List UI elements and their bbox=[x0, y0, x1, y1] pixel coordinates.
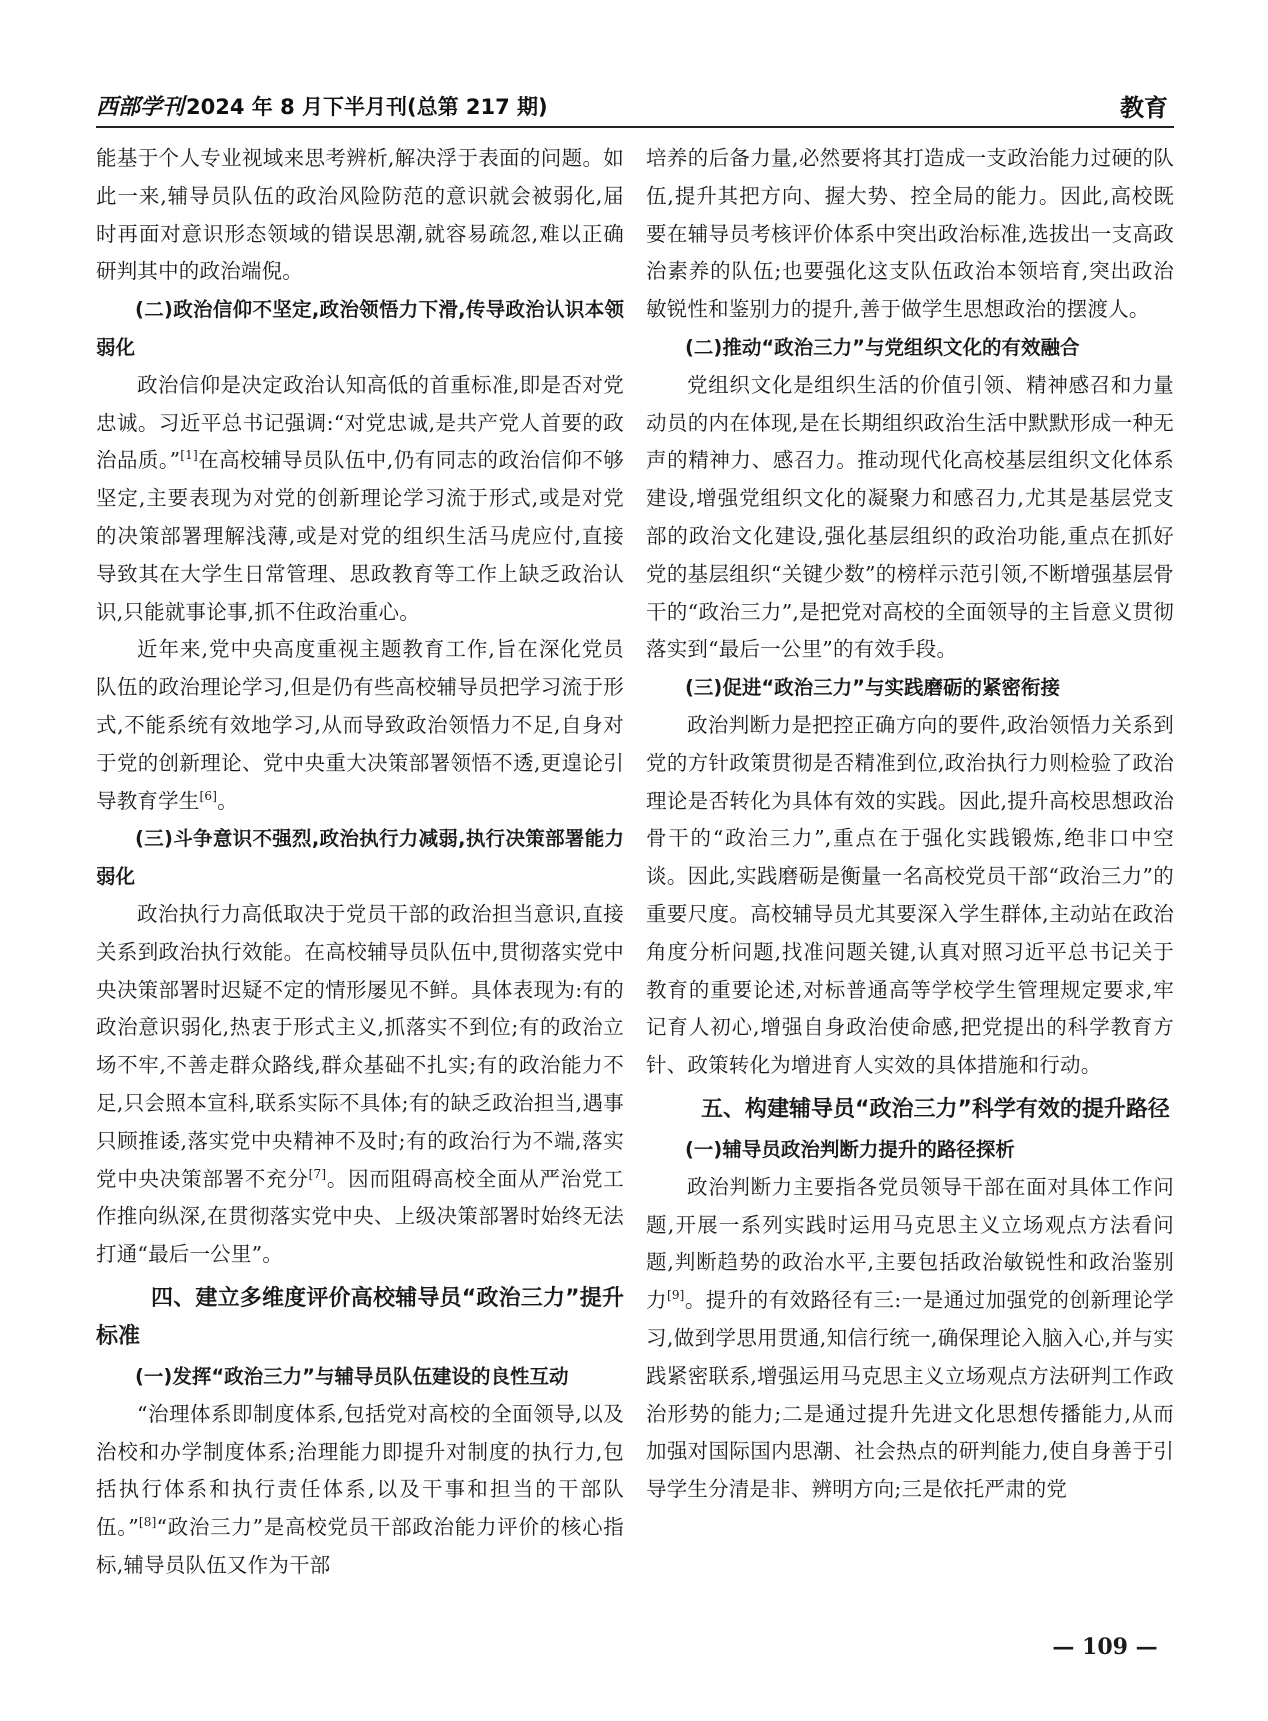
paragraph: 培养的后备力量,必然要将其打造成一支政治能力过硬的队伍,提升其把方向、握大势、控全局的能力。因此,高校既要在辅导员考核评价体系中突出政治标准,选拔出一支高政治素养的队伍;也要强化这支队伍政治本领培育,突出政治敏锐性和鉴别力的提升,善于做学生思想政治的摆渡人。 bbox=[646, 146, 1174, 322]
paragraph: 能基于个人专业视域来思考辨析,解决浮于表面的问题。如此一来,辅导员队伍的政治风险防范的意识就会被弱化,届时再面对意识形态领域的错误思潮,就容易疏忽,难以正确研判其中的政治端倪。 bbox=[96, 146, 624, 284]
citation: [7] bbox=[308, 1166, 327, 1181]
subsection-heading: (三)斗争意识不强烈,政治执行力减弱,执行决策部署能力弱化 bbox=[96, 827, 624, 889]
citation: [6] bbox=[199, 788, 218, 803]
issue-info: 2024 年 8 月下半月刊(总第 217 期) bbox=[186, 95, 548, 119]
running-header bbox=[96, 88, 1174, 128]
paragraph: “治理体系即制度体系,包括党对高校的全面领导,以及治校和办学制度体系;治理能力即提升对制度的执行力,包括执行体系和执行责任体系,以及干事和担当的干部队伍。”[8]“政治三力”是高校党员干部政治能力评价的核心指标,辅导员队伍又作为干部 bbox=[96, 1401, 624, 1577]
paragraph: 党组织文化是组织生活的价值引领、精神感召和力量动员的内在体现,是在长期组织政治生活中默默形成一种无声的精神力、感召力。推动现代化高校基层组织文化体系建设,增强党组织文化的凝聚力和感召力,尤其是基层党支部的政治文化建设,强化基层组织的政治功能,重点在抓好党的基层组织“关键少数”的榜样示范引领,不断增强基层骨干的“政治三力”,是把党对高校的全面领导的主旨意义贯彻落实到“最后一公里”的有效手段。 bbox=[646, 372, 1174, 662]
header-journal-issue bbox=[96, 90, 548, 121]
paragraph: 政治执行力高低取决于党员干部的政治担当意识,直接关系到政治执行效能。在高校辅导员队伍中,贯彻落实党中央决策部署时迟疑不定的情形屡见不鲜。具体表现为:有的政治意识弱化,热衷于形式主义,抓落实不到位;有的政治立场不牢,不善走群众路线,群众基础不扎实;有的政治能力不足,只会照本宣科,联系实际不具体;有的缺乏政治担当,遇事只顾推诿,落实党中央精神不及时;有的政治行为不端,落实党中央决策部署不充分[7]。因而阻碍高校全面从严治党工作推向纵深,在贯彻落实党中央、上级决策部署时始终无法打通“最后一公里”。 bbox=[96, 901, 624, 1267]
section-heading: 四、建立多维度评价高校辅导员“政治三力”提升标准 bbox=[96, 1285, 624, 1349]
paragraph: 政治判断力主要指各党员领导干部在面对具体工作问题,开展一系列实践时运用马克思主义立场观点方法看问题,判断趋势的政治水平,主要包括政治敏锐性和政治鉴别力[9]。提升的有效路径有三:一是通过加强党的创新理论学习,做到学思用贯通,知信行统一,确保理论入脑入心,并与实践紧密联系,增强运用马克思主义立场观点方法研判工作政治形势的能力;二是通过提升先进文化思想传播能力,从而加强对国际国内思潮、社会热点的研判能力,使自身善于引导学生分清是非、辨明方向;三是依托严肃的党 bbox=[646, 1174, 1174, 1502]
paragraph: 近年来,党中央高度重视主题教育工作,旨在深化党员队伍的政治理论学习,但是仍有些高校辅导员把学习流于形式,不能系统有效地学习,从而导致政治领悟力不足,自身对于党的创新理论、党中央重大决策部署领悟不透,更遑论引导教育学生[6]。 bbox=[96, 637, 624, 813]
right-column bbox=[646, 140, 1174, 1580]
citation: [9] bbox=[666, 1288, 685, 1303]
paragraph: 政治判断力是把控正确方向的要件,政治领悟力关系到党的方针政策贯彻是否精准到位,政治执行力则检验了政治理论是否转化为具体有效的实践。因此,提升高校思想政治骨干的“政治三力”,重点在于强化实践锻炼,绝非口中空谈。因此,实践磨砺是衡量一名高校党员干部“政治三力”的重要尺度。高校辅导员尤其要深入学生群体,主动站在政治角度分析问题,找准问题关键,认真对照习近平总书记关于教育的重要论述,对标普通高等学校学生管理规定要求,牢记育人初心,增强自身政治使命感,把党提出的科学教育方针、政策转化为增进育人实效的具体措施和行动。 bbox=[646, 712, 1174, 1078]
subsection-heading: (二)推动“政治三力”与党组织文化的有效融合 bbox=[685, 335, 1080, 359]
subsection-heading: (三)促进“政治三力”与实践磨砺的紧密衔接 bbox=[685, 676, 1060, 700]
paragraph: 政治信仰是决定政治认知高低的首重标准,即是否对党忠诚。习近平总书记强调:“对党忠诚,是共产党人首要的政治品质。”[1]在高校辅导员队伍中,仍有同志的政治信仰不够坚定,主要表现为对党的创新理论学习流于形式,或是对党的决策部署理解浅薄,或是对党的组织生活马虎应付,直接导致其在大学生日常管理、思政教育等工作上缺乏政治认识,只能就事论事,抓不住政治重心。 bbox=[96, 372, 624, 624]
page-number: — 109 — bbox=[1052, 1634, 1158, 1660]
journal-logo: 西部学刊 bbox=[96, 94, 185, 120]
left-column bbox=[96, 140, 624, 1580]
section-label: 教育 bbox=[1120, 94, 1168, 122]
subsection-heading: (一)发挥“政治三力”与辅导员队伍建设的良性互动 bbox=[135, 1364, 569, 1388]
section-heading: 五、构建辅导员“政治三力”科学有效的提升路径 bbox=[701, 1096, 1170, 1122]
citation: [8] bbox=[138, 1515, 157, 1530]
subsection-heading: (二)政治信仰不坚定,政治领悟力下滑,传导政治认识本领弱化 bbox=[96, 298, 624, 359]
citation: [1] bbox=[180, 448, 198, 463]
subsection-heading: (一)辅导员政治判断力提升的路径探析 bbox=[685, 1137, 1015, 1161]
